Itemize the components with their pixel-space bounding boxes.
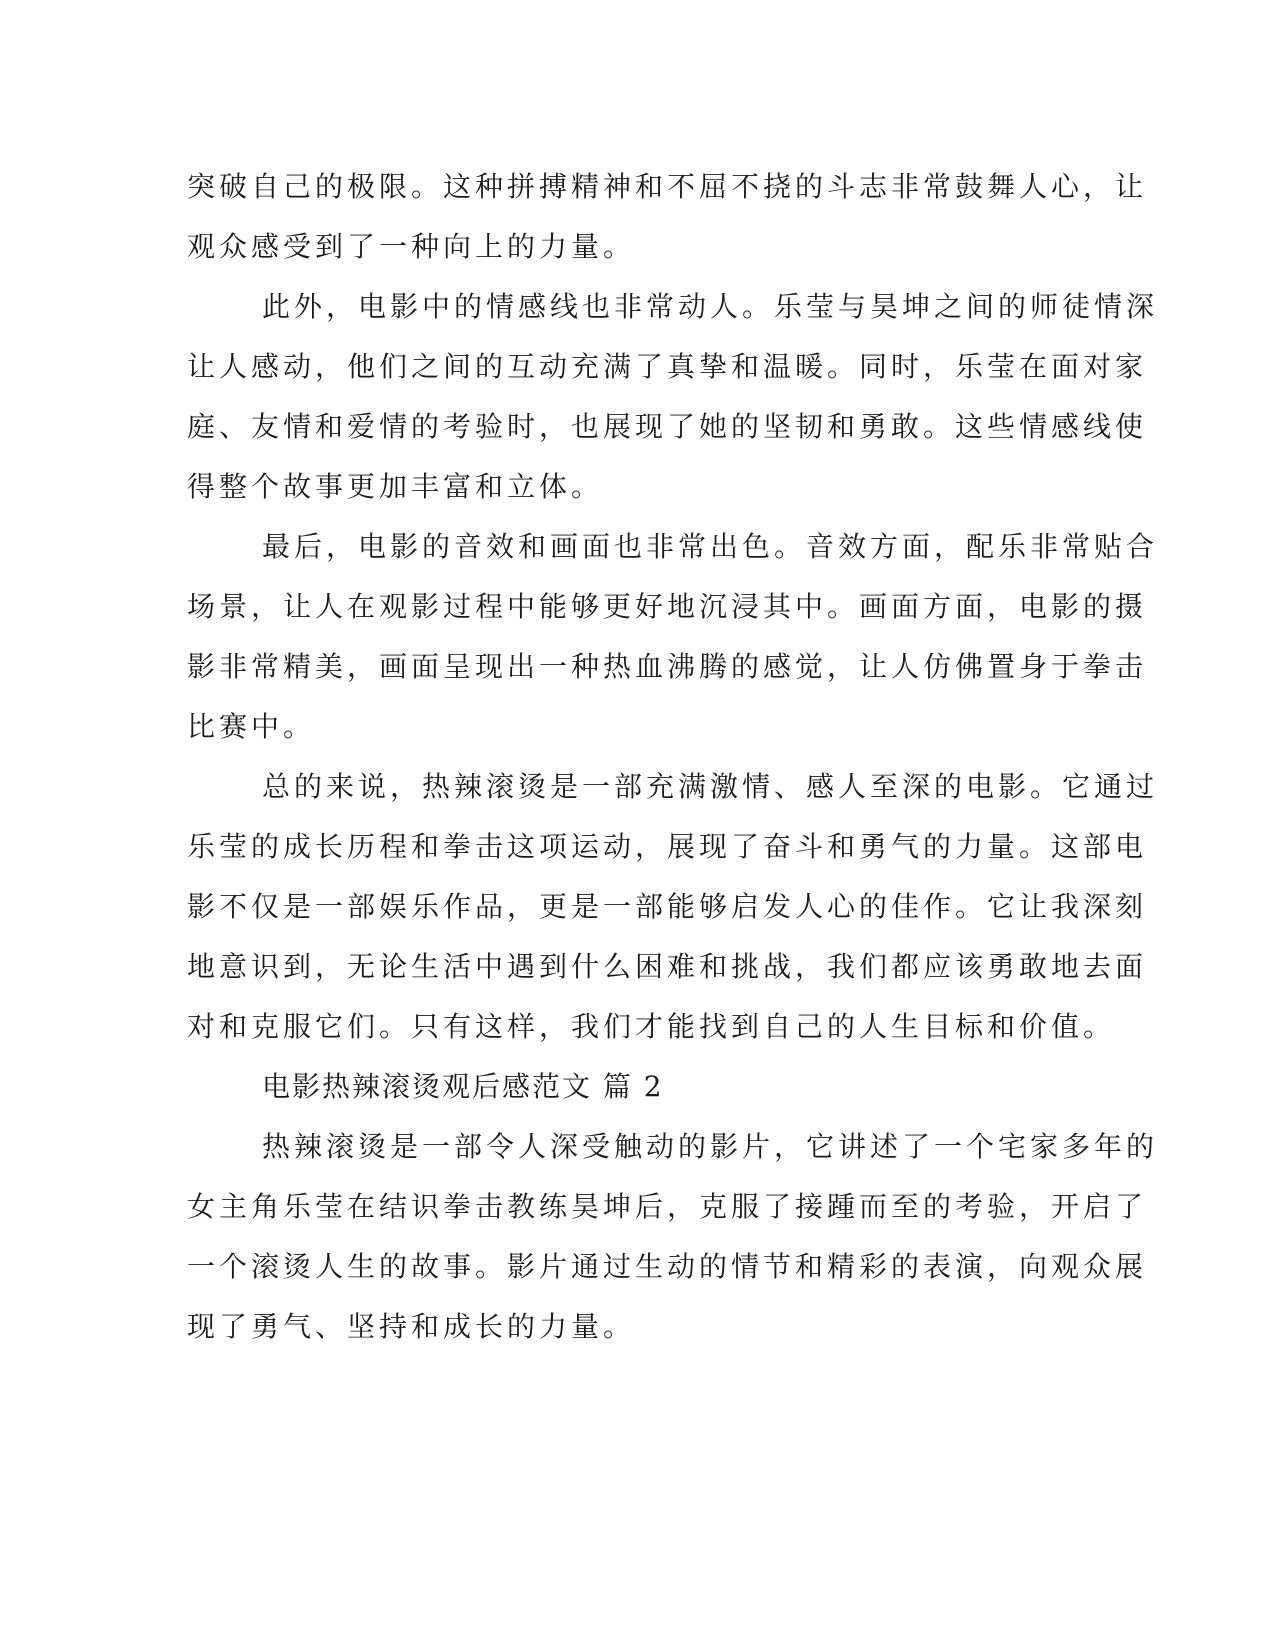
text-line: 观众感受到了一种向上的力量。 [187,230,636,263]
text-line: 一个滚烫人生的故事。影片通过生动的情节和精彩的表演，向观众展 [187,1250,1148,1283]
text-line: 热辣滚烫是一部令人深受触动的影片，它讲述了一个宅家多年的 [262,1130,1159,1163]
text-line: 比赛中。 [187,710,316,743]
text-line: 地意识到，无论生活中遇到什么困难和挑战，我们都应该勇敢地去面 [187,950,1148,983]
text-line: 得整个故事更加丰富和立体。 [187,470,604,503]
paragraph [187,757,1159,1057]
document-body [187,157,1159,1357]
text-line: 现了勇气、坚持和成长的力量。 [187,1310,636,1343]
paragraph [187,1117,1159,1357]
text-line: 乐莹的成长历程和拳击这项运动，展现了奋斗和勇气的力量。这部电 [187,830,1148,863]
text-line: 影不仅是一部娱乐作品，更是一部能够启发人心的佳作。它让我深刻 [187,890,1148,923]
text-line: 影非常精美，画面呈现出一种热血沸腾的感觉，让人仿佛置身于拳击 [187,650,1148,683]
text-line: 让人感动，他们之间的互动充满了真挚和温暖。同时，乐莹在面对家 [187,350,1148,383]
paragraph [187,157,1148,277]
text-line: 场景，让人在观影过程中能够更好地沉浸其中。画面方面，电影的摄 [187,590,1148,623]
text-line: 女主角乐莹在结识拳击教练昊坤后，克服了接踵而至的考验，开启了 [187,1190,1148,1223]
paragraph [187,517,1159,757]
text-line: 突破自己的极限。这种拼搏精神和不屈不挠的斗志非常鼓舞人心，让 [187,170,1148,203]
text-line: 此外，电影中的情感线也非常动人。乐莹与昊坤之间的师徒情深 [262,290,1159,323]
text-line: 总的来说，热辣滚烫是一部充满激情、感人至深的电影。它通过 [262,770,1159,803]
paragraph [187,277,1159,517]
text-line: 对和克服它们。只有这样，我们才能找到自己的人生目标和价值。 [187,1010,1116,1043]
text-line: 最后，电影的音效和画面也非常出色。音效方面，配乐非常贴合 [262,530,1159,563]
text-line: 庭、友情和爱情的考验时，也展现了她的坚韧和勇敢。这些情感线使 [187,410,1148,443]
section-heading: 电影热辣滚烫观后感范文 篇 2 [262,1070,664,1103]
